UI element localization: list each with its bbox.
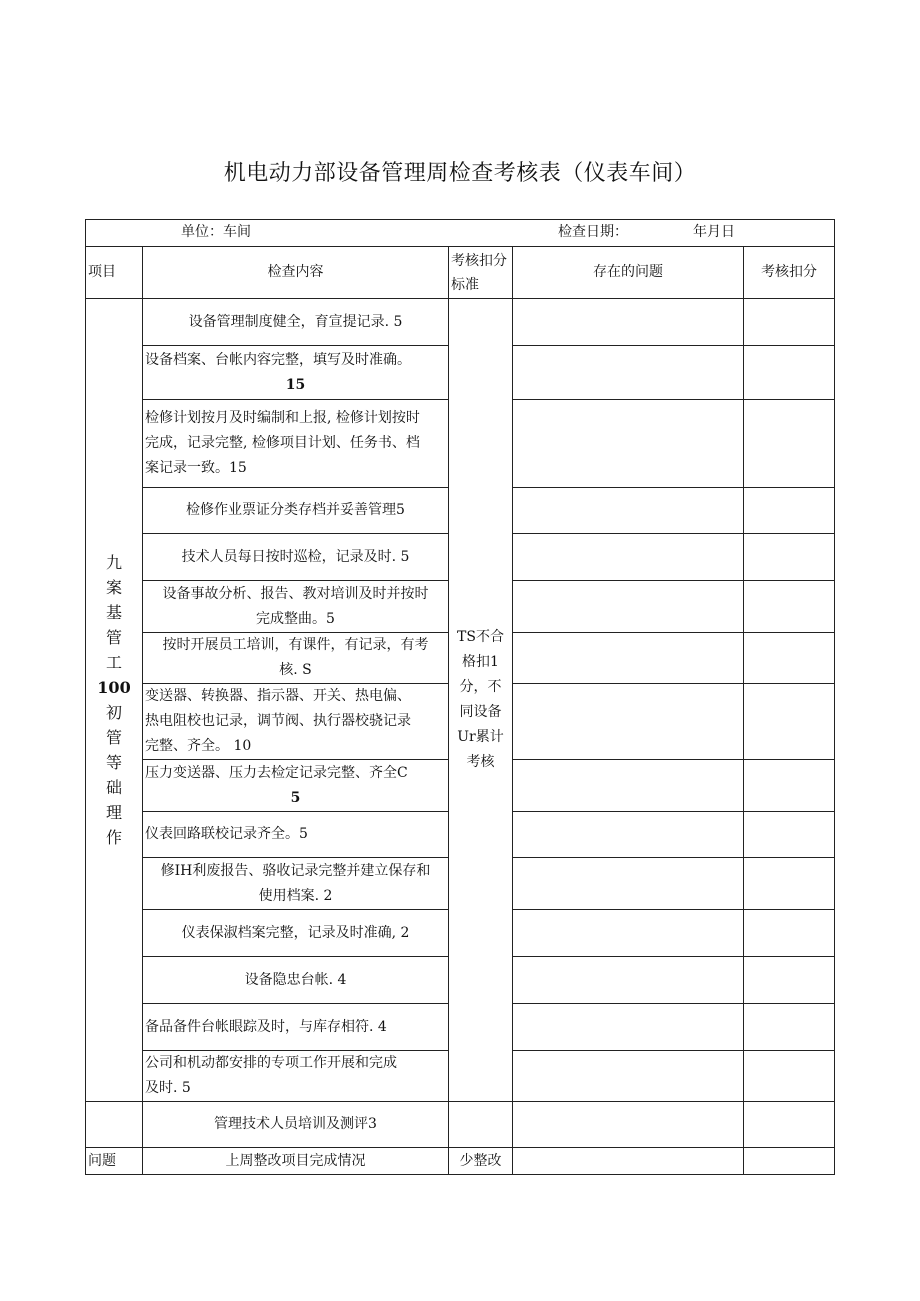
issue-cell[interactable]	[513, 633, 744, 684]
check-content	[143, 957, 449, 1004]
header-issues: 存在的问题	[513, 247, 744, 299]
category-char: 初	[105, 703, 122, 722]
check-content-line: 备品备件台帐眼踪及时，与库存相符. 4	[145, 1018, 387, 1035]
issue-cell[interactable]	[513, 581, 744, 633]
check-content	[143, 633, 449, 684]
check-content	[143, 346, 449, 400]
check-content	[143, 488, 449, 534]
category-char: 理	[105, 803, 122, 822]
category-char: 等	[105, 753, 122, 772]
category-char: 100	[97, 678, 131, 697]
check-content	[143, 812, 449, 858]
deduction-cell[interactable]	[744, 633, 835, 684]
deduction-cell[interactable]	[744, 684, 835, 760]
check-content-line: 5	[290, 789, 301, 806]
check-content-line: 案记录一致。15	[145, 460, 247, 476]
check-content	[143, 400, 449, 488]
rectification-deduction[interactable]	[744, 1148, 835, 1175]
category-char: 基	[105, 603, 122, 622]
header-row	[86, 247, 835, 299]
check-content-line: 变送器、转换器、指示器、开关、热电偏、	[145, 688, 411, 704]
check-content-line: 检修作业票证分类存档并妥善管理5	[186, 502, 405, 518]
check-content-line: 使用档案. 2	[258, 887, 333, 904]
check-content	[143, 1004, 449, 1051]
check-content-line: 核. S	[279, 662, 312, 678]
issue-cell[interactable]	[513, 534, 744, 581]
category-char: 作	[105, 828, 122, 847]
rectification-content: 上周整改项目完成情况	[143, 1148, 449, 1175]
check-content-line: 设备管理制度健全，育宣提记录. 5	[188, 313, 403, 330]
issue-cell[interactable]	[513, 1051, 744, 1102]
deduction-cell[interactable]	[744, 534, 835, 581]
table-row	[86, 299, 835, 346]
check-content-line: 修IH利废报告、骆收记录完整并建立保存和	[160, 862, 431, 879]
check-content	[143, 299, 449, 346]
issue-cell[interactable]	[513, 299, 744, 346]
check-content-line: 公司和机动都安排的专项工作开展和完成	[145, 1055, 397, 1071]
issue-cell[interactable]	[513, 488, 744, 534]
deduction-cell[interactable]	[744, 581, 835, 633]
deduction-standard-line: TS不合	[457, 629, 504, 645]
page-title: 机电动力部设备管理周检查考核表（仪表车间）	[223, 161, 697, 186]
issue-cell[interactable]	[513, 858, 744, 910]
unit-date-row	[86, 220, 835, 247]
check-content-line: 仪表保淑档案完整，记录及时准确, 2	[181, 924, 410, 941]
check-content-line: 技术人员每日按时巡检，记录及时. 5	[181, 548, 410, 565]
deduction-cell[interactable]	[744, 957, 835, 1004]
deduction-cell[interactable]	[744, 488, 835, 534]
deduction-cell[interactable]	[744, 400, 835, 488]
issue-cell[interactable]	[513, 684, 744, 760]
deduction-cell[interactable]	[744, 346, 835, 400]
header-standard: 考核扣分标准	[449, 247, 513, 299]
deduction-standard-line: Ur累计	[457, 729, 504, 745]
check-content-line: 及时. 5	[145, 1080, 191, 1096]
header-content: 检查内容	[143, 247, 449, 299]
issue-cell[interactable]	[513, 400, 744, 488]
unit-label: 单位：车间	[181, 224, 251, 240]
category-char: 础	[105, 778, 122, 797]
deduction-cell[interactable]	[744, 812, 835, 858]
check-content-line: 15	[285, 376, 306, 393]
date-label: 检查日期：	[558, 224, 628, 240]
check-content-line: 完成，记录完整, 检修项目计划、任务书、档	[145, 435, 420, 451]
date-value: 年月日	[693, 224, 735, 240]
deduction-standard-line: 格扣1	[462, 654, 499, 670]
issue-cell[interactable]	[513, 910, 744, 957]
deduction-standard-line: 同设备	[459, 704, 502, 720]
issue-cell[interactable]	[513, 760, 744, 812]
training-row	[86, 1102, 835, 1148]
training-standard	[449, 1102, 513, 1148]
category-char: 管	[105, 628, 122, 647]
check-content	[143, 1051, 449, 1102]
header-deduction: 考核扣分	[744, 247, 835, 299]
rectification-standard: 少整改	[449, 1148, 513, 1175]
deduction-standard-line: 考核	[466, 754, 495, 770]
training-issue[interactable]	[513, 1102, 744, 1148]
check-content-line: 设备事故分析、报告、教对培训及时并按时	[162, 585, 429, 602]
check-content-line: 按时开展员工培训，有课件，有记录，有考	[162, 637, 429, 653]
check-content	[143, 534, 449, 581]
deduction-cell[interactable]	[744, 858, 835, 910]
issue-cell[interactable]	[513, 346, 744, 400]
deduction-cell[interactable]	[744, 1051, 835, 1102]
category-char: 管	[105, 728, 122, 747]
category-char: 案	[105, 578, 122, 597]
rectification-row	[86, 1148, 835, 1175]
check-content-line: 完整、齐全。 10	[145, 738, 252, 754]
check-content	[143, 858, 449, 910]
issue-cell[interactable]	[513, 957, 744, 1004]
training-content: 管理技术人员培训及测评3	[143, 1102, 449, 1148]
deduction-standard	[449, 299, 513, 1102]
rectification-item: 问题	[86, 1148, 143, 1175]
training-item	[86, 1102, 143, 1148]
check-content-line: 完成整曲。5	[256, 610, 335, 627]
category-cell	[86, 299, 143, 1102]
deduction-cell[interactable]	[744, 299, 835, 346]
header-item: 项目	[86, 247, 143, 299]
deduction-standard-line: 分，不	[459, 679, 502, 695]
check-content-line: 热电阻校也记录，调节阀、执行器校骁记录	[145, 713, 411, 729]
check-content-line: 仪表回路联校记录齐全。5	[145, 826, 308, 842]
category-char: 工	[105, 653, 122, 672]
deduction-cell[interactable]	[744, 1004, 835, 1051]
check-content-line: 压力变送器、压力去检定记录完整、齐全C	[145, 764, 408, 781]
check-content	[143, 581, 449, 633]
check-content	[143, 684, 449, 760]
check-content-line: 设备隐忠台帐. 4	[244, 971, 347, 988]
issue-cell[interactable]	[513, 812, 744, 858]
inspection-table	[85, 219, 835, 1175]
check-content	[143, 910, 449, 957]
check-content-line: 设备档案、台帐内容完整，填写及时准确。	[145, 351, 411, 368]
rectification-issue[interactable]	[513, 1148, 744, 1175]
deduction-cell[interactable]	[744, 760, 835, 812]
check-content-line: 检修计划按月及时编制和上报, 检修计划按时	[145, 410, 420, 426]
deduction-cell[interactable]	[744, 910, 835, 957]
category-char: 九	[105, 553, 122, 572]
training-deduction[interactable]	[744, 1102, 835, 1148]
check-content	[143, 760, 449, 812]
issue-cell[interactable]	[513, 1004, 744, 1051]
